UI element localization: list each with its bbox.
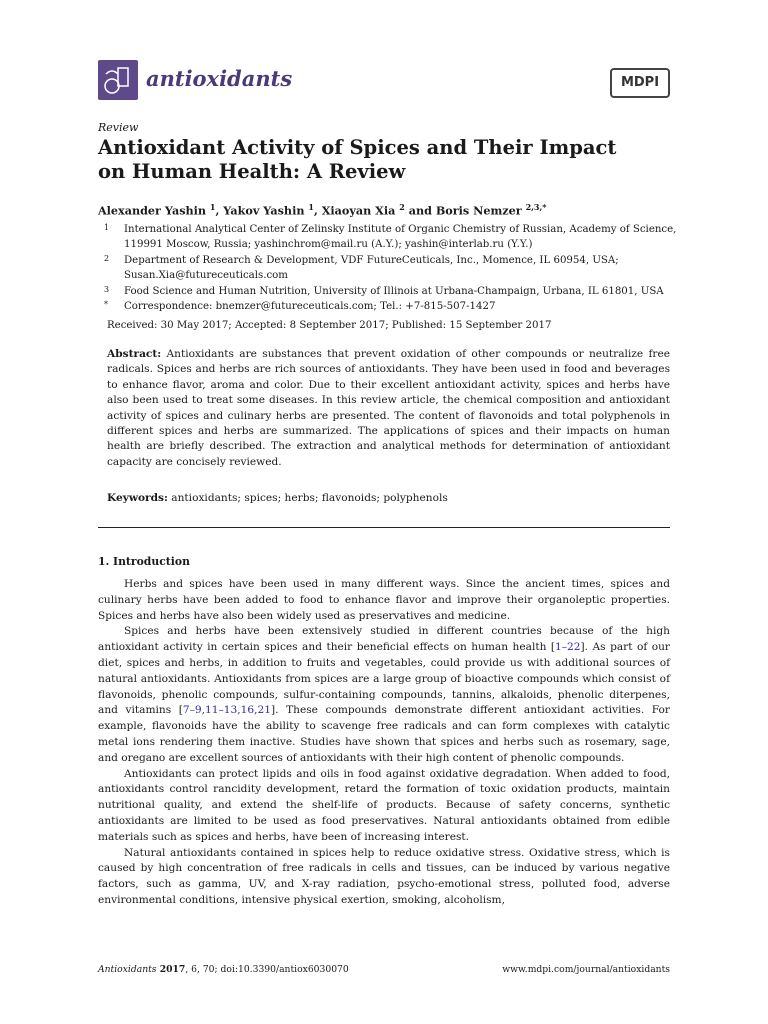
affiliation-text: International Analytical Center of Zelinsky Institute of Organic Chemistry of Russian, Academy of Science, <box>124 224 677 235</box>
affiliation-text: Department of Research & Development, VDF FutureCeuticals, Inc., Momence, IL 60954, USA; <box>124 254 619 266</box>
title-line-2: on Human Health: A Review <box>98 160 406 183</box>
affiliation-text: Susan.Xia@futureceuticals.com <box>124 270 288 282</box>
citation-link[interactable]: 7–9,11–13,16,21 <box>182 704 271 717</box>
footer-year: 2017 <box>156 964 186 975</box>
author-name: Alexander Yashin <box>98 203 207 218</box>
citation-link[interactable]: 1–22 <box>555 641 581 654</box>
paragraph: Natural antioxidants contained in spices help to reduce oxidative stress. Oxidative stress, which is caused by high concentration of free radicals in cells and tissues, can be induced by various negative factors, such as gamma, UV, and X-ray radiation, psycho-emotional stress, polluted food, adverse environmental conditions, intensive physical exertion, smoking, alcoholism, <box>98 846 670 906</box>
author-name: Xiaoyan Xia <box>321 203 396 218</box>
keywords <box>107 492 448 504</box>
journal-logo-icon <box>98 60 138 100</box>
paragraph-text: ]. These compounds demonstrate different antioxidant activities. For example, flavonoids have the ability to scavenge free radicals and can form complexes with catalytic metal ions rendering them inactive. Studies have shown that spices and herbs such as rosemary, sage, and oregano are excellent sources of antioxidants with their high content of phenolic compounds. <box>98 704 670 764</box>
journal-name: antioxidants <box>146 66 293 91</box>
journal-header <box>98 58 670 104</box>
affiliation-number: * <box>104 300 108 310</box>
author-name: Yakov Yashin <box>223 203 305 218</box>
affiliation-item <box>98 284 678 299</box>
author-affiliation-mark: 2 <box>399 202 405 212</box>
affiliation-text: 119991 Moscow, Russia; yashinchrom@mail.ru (A.Y.); yashin@interlab.ru (Y.Y.) <box>124 239 533 251</box>
affiliation-number: 2 <box>104 253 110 263</box>
abstract-text: Antioxidants are substances that prevent oxidation of other compounds or neutralize free radicals. Spices and herbs are rich sources of antioxidants. They have been used in food and beverages to enhance flavor, aroma and color. Due to their excellent antioxidant activity, spices and herbs have also been used to treat some diseases. In this review article, the chemical composition and antioxidant activity of spices and culinary herbs are presented. The content of flavonoids and total polyphenols in different spices and herbs are summarized. The applications of spices and their impacts on human health are briefly described. The extraction and analytical methods for determination of antioxidant capacity are concisely reviewed. <box>107 348 670 468</box>
publication-dates: Received: 30 May 2017; Accepted: 8 September 2017; Published: 15 September 2017 <box>107 320 552 331</box>
author-separator: and <box>404 203 436 218</box>
body-text <box>98 577 670 909</box>
paragraph <box>98 624 670 766</box>
article-type: Review <box>98 121 139 134</box>
affiliation-text: Food Science and Human Nutrition, University of Illinois at Urbana-Champaign, Urbana, IL 61801, USA <box>124 285 664 297</box>
author-affiliation-mark: 2,3,* <box>525 202 547 212</box>
affiliation-number: 1 <box>104 223 110 232</box>
keywords-text: antioxidants; spices; herbs; flavonoids; polyphenols <box>167 492 448 504</box>
correspondence-text: Correspondence: bnemzer@futureceuticals.com; Tel.: +7-815-507-1427 <box>124 301 496 313</box>
affiliation-item <box>98 222 678 253</box>
author-name: Boris Nemzer <box>435 203 522 218</box>
abstract-label: Abstract: <box>107 348 162 360</box>
paragraph: Antioxidants can protect lipids and oils in food against oxidative degradation. When added to food, antioxidants control rancidity development, retard the formation of toxic oxidation products, maintain nutritional quality, and extend the shelf-life of products. Because of safety concerns, synthetic antioxidants are limited to be used as food preservatives. Natural antioxidants obtained from edible materials such as spices and herbs, have been of increasing interest. <box>98 767 670 843</box>
keywords-label: Keywords: <box>107 492 168 504</box>
section-heading: 1. Introduction <box>98 555 190 568</box>
paragraph: Herbs and spices have been used in many different ways. Since the ancient times, spices and culinary herbs have been added to food to enhance flavor and improve their organoleptic properties. Spices and herbs have also been widely used as preservatives and medicine. <box>98 578 670 622</box>
publisher-logo[interactable]: MDPI <box>610 68 670 98</box>
author-affiliation-mark: 1 <box>308 202 314 212</box>
author-affiliation-mark: 1 <box>209 202 216 212</box>
section-divider <box>98 527 670 528</box>
author-separator: , <box>313 203 322 218</box>
paragraph-text: Spices and herbs have been extensively studied in different countries because of the high antioxidant activity in certain spices and their beneficial effects on human health [ <box>98 625 670 654</box>
affiliation-number: 3 <box>104 284 110 294</box>
footer-volume: , 6, 70; doi:10.3390/antiox6030070 <box>185 964 349 975</box>
correspondence-item <box>98 299 678 314</box>
author-separator: , <box>215 203 224 218</box>
affiliation-list <box>98 222 678 314</box>
footer-journal: Antioxidants <box>98 964 157 975</box>
article-title <box>98 136 658 184</box>
abstract <box>107 347 670 470</box>
footer-url[interactable]: www.mdpi.com/journal/antioxidants <box>502 964 670 975</box>
paragraph-text: ]. As part of our diet, spices and herbs, in addition to fruits and vegetables, could provide us with additional sources of natural antioxidants. Antioxidants from spices are a large group of bioactive compounds which consist of flavonoids, phenolic compounds, sulfur-containing compounds, tannins, alkaloids, phenolic diterpenes, and vitamins [ <box>98 641 670 717</box>
footer-citation <box>98 964 349 975</box>
affiliation-item <box>98 253 678 284</box>
author-list <box>98 202 546 218</box>
title-line-1: Antioxidant Activity of Spices and Their Impact <box>98 136 617 159</box>
